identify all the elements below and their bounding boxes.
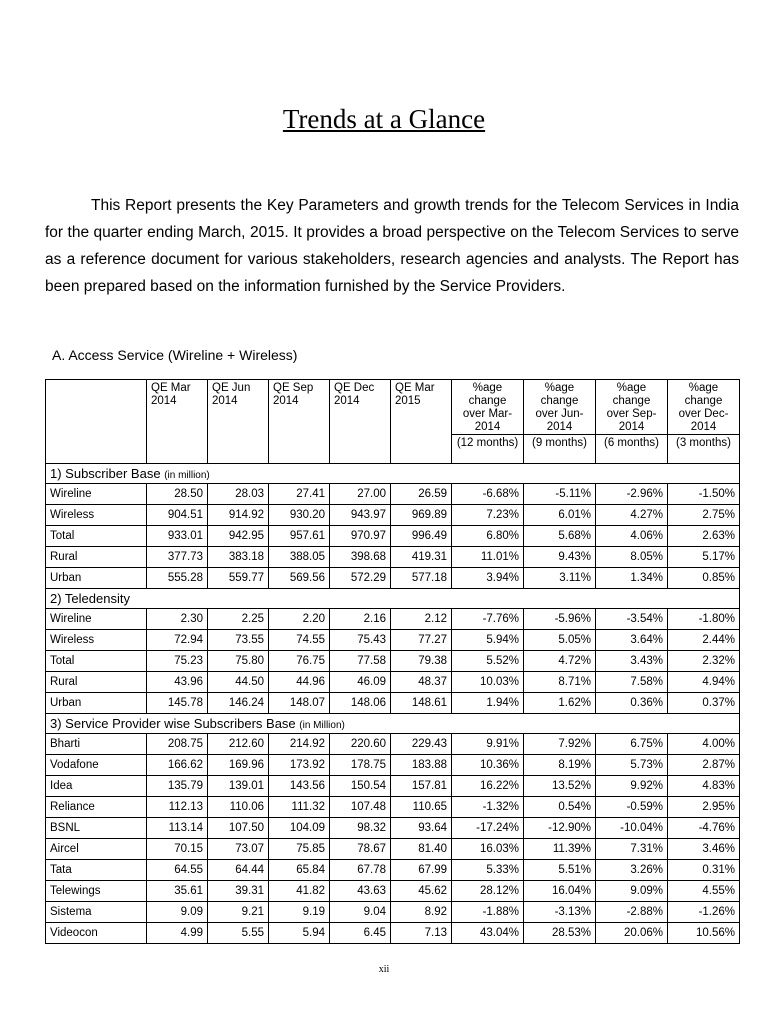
- table-cell: 8.05%: [596, 547, 668, 568]
- table-cell: 2.12: [391, 609, 452, 630]
- table-cell: 5.55: [208, 923, 269, 944]
- table-cell: 20.06%: [596, 923, 668, 944]
- table-row: [46, 797, 740, 818]
- header-period-6-months: (6 months): [596, 435, 668, 464]
- table-cell: 183.88: [391, 755, 452, 776]
- table-cell: 27.41: [269, 484, 330, 505]
- table-cell: 107.48: [330, 797, 391, 818]
- table-cell: 139.01: [208, 776, 269, 797]
- header-period-3-months: (3 months): [668, 435, 740, 464]
- table-cell: 9.43%: [524, 547, 596, 568]
- table-cell: 0.31%: [668, 860, 740, 881]
- table-cell: 419.31: [391, 547, 452, 568]
- table-cell: 208.75: [147, 734, 208, 755]
- table-cell: 35.61: [147, 881, 208, 902]
- table-cell: 4.00%: [668, 734, 740, 755]
- table-cell: 110.65: [391, 797, 452, 818]
- table-cell: 2.63%: [668, 526, 740, 547]
- table-row: [46, 484, 740, 505]
- table-cell: 6.01%: [524, 505, 596, 526]
- header-blank: [46, 380, 147, 464]
- table-cell: 6.80%: [452, 526, 524, 547]
- table-cell: 13.52%: [524, 776, 596, 797]
- row-label: Bharti: [46, 734, 147, 755]
- table-row: [46, 923, 740, 944]
- table-cell: 3.46%: [668, 839, 740, 860]
- table-cell: 75.23: [147, 651, 208, 672]
- table-cell: 72.94: [147, 630, 208, 651]
- header-change-dec-2014: %age change over Dec-2014: [668, 380, 740, 435]
- table-cell: 9.04: [330, 902, 391, 923]
- table-cell: 0.54%: [524, 797, 596, 818]
- table-cell: 145.78: [147, 693, 208, 714]
- table-cell: 67.99: [391, 860, 452, 881]
- row-label: Vodafone: [46, 755, 147, 776]
- table-cell: 111.32: [269, 797, 330, 818]
- table-cell: 7.13: [391, 923, 452, 944]
- intro-paragraph: This Report presents the Key Parameters and growth trends for the Telecom Services in India for the quarter ending March, 2015. It provides a broad perspective on the Telecom Services to serve as a reference document for various stakeholders, research agencies and analysts. The Report has been prepared based on the information furnished by the Service Providers.: [45, 197, 739, 295]
- table-cell: -4.76%: [668, 818, 740, 839]
- table-cell: -0.59%: [596, 797, 668, 818]
- table-cell: 48.37: [391, 672, 452, 693]
- table-cell: 9.19: [269, 902, 330, 923]
- section-header-row: [46, 589, 740, 609]
- table-cell: 577.18: [391, 568, 452, 589]
- row-label: Wireline: [46, 484, 147, 505]
- table-row: [46, 776, 740, 797]
- table-cell: 9.21: [208, 902, 269, 923]
- table-cell: -17.24%: [452, 818, 524, 839]
- row-label: Reliance: [46, 797, 147, 818]
- table-cell: 8.92: [391, 902, 452, 923]
- table-cell: 4.83%: [668, 776, 740, 797]
- table-cell: 933.01: [147, 526, 208, 547]
- row-label: Wireline: [46, 609, 147, 630]
- table-cell: 2.87%: [668, 755, 740, 776]
- section-header: [46, 714, 740, 734]
- table-cell: 5.52%: [452, 651, 524, 672]
- table-cell: -5.11%: [524, 484, 596, 505]
- row-label: Tata: [46, 860, 147, 881]
- table-cell: 28.12%: [452, 881, 524, 902]
- section-label: A. Access Service (Wireline + Wireless): [52, 347, 298, 363]
- table-cell: 5.05%: [524, 630, 596, 651]
- table-cell: 3.26%: [596, 860, 668, 881]
- row-label: BSNL: [46, 818, 147, 839]
- table-cell: 166.62: [147, 755, 208, 776]
- table-header-row: [46, 380, 740, 435]
- table-cell: 7.23%: [452, 505, 524, 526]
- section-header-label: 2) Teledensity: [50, 591, 130, 606]
- table-cell: 143.56: [269, 776, 330, 797]
- table-cell: 1.94%: [452, 693, 524, 714]
- section-header-row: [46, 464, 740, 484]
- table-cell: 383.18: [208, 547, 269, 568]
- table-cell: -3.13%: [524, 902, 596, 923]
- table-cell: 5.94%: [452, 630, 524, 651]
- section-header-unit: (in million): [164, 470, 210, 481]
- table-cell: 7.58%: [596, 672, 668, 693]
- row-label: Telewings: [46, 881, 147, 902]
- row-label: Urban: [46, 568, 147, 589]
- table-cell: 8.19%: [524, 755, 596, 776]
- table-cell: 65.84: [269, 860, 330, 881]
- table-cell: 79.38: [391, 651, 452, 672]
- table-cell: 70.15: [147, 839, 208, 860]
- table-cell: 4.99: [147, 923, 208, 944]
- header-period-9-months: (9 months): [524, 435, 596, 464]
- table-cell: 28.03: [208, 484, 269, 505]
- table-cell: 43.04%: [452, 923, 524, 944]
- page-number: xii: [378, 964, 390, 975]
- table-cell: 9.91%: [452, 734, 524, 755]
- row-label: Sistema: [46, 902, 147, 923]
- table-cell: 9.09%: [596, 881, 668, 902]
- table-row: [46, 672, 740, 693]
- table-cell: 555.28: [147, 568, 208, 589]
- row-label: Urban: [46, 693, 147, 714]
- table-cell: 5.68%: [524, 526, 596, 547]
- table-cell: 67.78: [330, 860, 391, 881]
- table-cell: 78.67: [330, 839, 391, 860]
- table-row: [46, 547, 740, 568]
- table-body: [46, 464, 740, 944]
- table-cell: -3.54%: [596, 609, 668, 630]
- table-cell: 398.68: [330, 547, 391, 568]
- table-cell: 28.53%: [524, 923, 596, 944]
- table-cell: 9.09: [147, 902, 208, 923]
- table-cell: 1.34%: [596, 568, 668, 589]
- table-cell: 914.92: [208, 505, 269, 526]
- table-cell: 7.31%: [596, 839, 668, 860]
- table-cell: 970.97: [330, 526, 391, 547]
- table-cell: 942.95: [208, 526, 269, 547]
- table-row: [46, 755, 740, 776]
- table-cell: 10.03%: [452, 672, 524, 693]
- table-cell: 559.77: [208, 568, 269, 589]
- table-cell: 5.73%: [596, 755, 668, 776]
- table-cell: 10.36%: [452, 755, 524, 776]
- table-cell: 2.75%: [668, 505, 740, 526]
- table-cell: 2.20: [269, 609, 330, 630]
- section-header: [46, 464, 740, 484]
- table-cell: 7.92%: [524, 734, 596, 755]
- header-qe-mar-2015: QE Mar 2015: [391, 380, 452, 464]
- section-header-unit: (in Million): [299, 720, 345, 731]
- table-cell: 930.20: [269, 505, 330, 526]
- table-cell: 4.27%: [596, 505, 668, 526]
- table-cell: 8.71%: [524, 672, 596, 693]
- table-cell: 112.13: [147, 797, 208, 818]
- table-cell: 4.55%: [668, 881, 740, 902]
- section-header-row: [46, 714, 740, 734]
- table-cell: 2.16: [330, 609, 391, 630]
- table-cell: 943.97: [330, 505, 391, 526]
- table-cell: 169.96: [208, 755, 269, 776]
- table-cell: 75.80: [208, 651, 269, 672]
- table-cell: 77.27: [391, 630, 452, 651]
- table-cell: 98.32: [330, 818, 391, 839]
- table-cell: 148.61: [391, 693, 452, 714]
- table-cell: -1.88%: [452, 902, 524, 923]
- table-cell: 44.50: [208, 672, 269, 693]
- header-change-sep-2014: %age change over Sep-2014: [596, 380, 668, 435]
- row-label: Wireless: [46, 505, 147, 526]
- table-row: [46, 651, 740, 672]
- table-cell: 150.54: [330, 776, 391, 797]
- table-cell: 5.94: [269, 923, 330, 944]
- table-cell: 173.92: [269, 755, 330, 776]
- table-cell: 2.95%: [668, 797, 740, 818]
- table-cell: 6.45: [330, 923, 391, 944]
- table-cell: 0.36%: [596, 693, 668, 714]
- table-cell: 2.32%: [668, 651, 740, 672]
- table-cell: 10.56%: [668, 923, 740, 944]
- section-header-label: 3) Service Provider wise Subscribers Base: [50, 716, 296, 731]
- header-qe-jun-2014: QE Jun 2014: [208, 380, 269, 464]
- table-cell: 569.56: [269, 568, 330, 589]
- table-cell: 44.96: [269, 672, 330, 693]
- table-cell: 2.25: [208, 609, 269, 630]
- table-cell: -12.90%: [524, 818, 596, 839]
- table-cell: 75.85: [269, 839, 330, 860]
- table-cell: 77.58: [330, 651, 391, 672]
- table-cell: 214.92: [269, 734, 330, 755]
- table-cell: 1.62%: [524, 693, 596, 714]
- table-row: [46, 902, 740, 923]
- table-row: [46, 568, 740, 589]
- section-header-label: 1) Subscriber Base: [50, 466, 161, 481]
- table-cell: 73.55: [208, 630, 269, 651]
- table-cell: 11.39%: [524, 839, 596, 860]
- table-cell: 146.24: [208, 693, 269, 714]
- row-label: Rural: [46, 547, 147, 568]
- table-cell: 5.51%: [524, 860, 596, 881]
- table-cell: 0.37%: [668, 693, 740, 714]
- table-cell: -1.26%: [668, 902, 740, 923]
- table-cell: 26.59: [391, 484, 452, 505]
- table-cell: -2.88%: [596, 902, 668, 923]
- table-cell: 73.07: [208, 839, 269, 860]
- table-cell: -2.96%: [596, 484, 668, 505]
- row-label: Rural: [46, 672, 147, 693]
- table-row: [46, 693, 740, 714]
- table-cell: 45.62: [391, 881, 452, 902]
- row-label: Total: [46, 526, 147, 547]
- table-cell: 388.05: [269, 547, 330, 568]
- table-cell: 74.55: [269, 630, 330, 651]
- table-cell: 16.03%: [452, 839, 524, 860]
- table-cell: 93.64: [391, 818, 452, 839]
- table-cell: 43.96: [147, 672, 208, 693]
- table-row: [46, 609, 740, 630]
- table-row: [46, 505, 740, 526]
- table-cell: 957.61: [269, 526, 330, 547]
- header-change-jun-2014: %age change over Jun-2014: [524, 380, 596, 435]
- table-row: [46, 734, 740, 755]
- header-period-12-months: (12 months): [452, 435, 524, 464]
- table-cell: 2.44%: [668, 630, 740, 651]
- table-cell: 572.29: [330, 568, 391, 589]
- row-label: Aircel: [46, 839, 147, 860]
- table-row: [46, 881, 740, 902]
- row-label: Videocon: [46, 923, 147, 944]
- table-cell: 11.01%: [452, 547, 524, 568]
- table-cell: 75.43: [330, 630, 391, 651]
- table-cell: 4.06%: [596, 526, 668, 547]
- table-cell: 229.43: [391, 734, 452, 755]
- table-cell: 220.60: [330, 734, 391, 755]
- table-cell: 16.22%: [452, 776, 524, 797]
- table-cell: 107.50: [208, 818, 269, 839]
- header-qe-sep-2014: QE Sep 2014: [269, 380, 330, 464]
- table-cell: 64.55: [147, 860, 208, 881]
- table-cell: 3.94%: [452, 568, 524, 589]
- table-cell: 43.63: [330, 881, 391, 902]
- table-cell: 0.85%: [668, 568, 740, 589]
- table-row: [46, 860, 740, 881]
- table-cell: 39.31: [208, 881, 269, 902]
- table-cell: 4.72%: [524, 651, 596, 672]
- table-cell: 81.40: [391, 839, 452, 860]
- table-row: [46, 839, 740, 860]
- table-cell: -1.80%: [668, 609, 740, 630]
- header-qe-mar-2014: QE Mar 2014: [147, 380, 208, 464]
- section-header: [46, 589, 740, 609]
- table-cell: -1.32%: [452, 797, 524, 818]
- table-row: [46, 818, 740, 839]
- table-cell: 148.06: [330, 693, 391, 714]
- table-cell: 4.94%: [668, 672, 740, 693]
- table-cell: -10.04%: [596, 818, 668, 839]
- table-cell: 28.50: [147, 484, 208, 505]
- table-cell: 5.33%: [452, 860, 524, 881]
- page-title: Trends at a Glance: [282, 104, 486, 134]
- table-cell: 178.75: [330, 755, 391, 776]
- table-cell: 3.11%: [524, 568, 596, 589]
- table-cell: -1.50%: [668, 484, 740, 505]
- table-cell: 3.64%: [596, 630, 668, 651]
- table-cell: -7.76%: [452, 609, 524, 630]
- table-cell: 5.17%: [668, 547, 740, 568]
- row-label: Idea: [46, 776, 147, 797]
- access-service-table: [45, 379, 740, 944]
- table-cell: 6.75%: [596, 734, 668, 755]
- table-cell: 113.14: [147, 818, 208, 839]
- table-cell: 377.73: [147, 547, 208, 568]
- header-qe-dec-2014: QE Dec 2014: [330, 380, 391, 464]
- table-cell: 996.49: [391, 526, 452, 547]
- table-cell: 3.43%: [596, 651, 668, 672]
- table-cell: 64.44: [208, 860, 269, 881]
- table-cell: 9.92%: [596, 776, 668, 797]
- header-change-mar-2014: %age change over Mar-2014: [452, 380, 524, 435]
- table-cell: 904.51: [147, 505, 208, 526]
- table-cell: 41.82: [269, 881, 330, 902]
- table-cell: 212.60: [208, 734, 269, 755]
- table-cell: 104.09: [269, 818, 330, 839]
- table-cell: 27.00: [330, 484, 391, 505]
- table-cell: 135.79: [147, 776, 208, 797]
- table-cell: 110.06: [208, 797, 269, 818]
- table-cell: 157.81: [391, 776, 452, 797]
- table-cell: -6.68%: [452, 484, 524, 505]
- table-cell: 76.75: [269, 651, 330, 672]
- table-cell: 148.07: [269, 693, 330, 714]
- table-cell: 969.89: [391, 505, 452, 526]
- table-cell: 16.04%: [524, 881, 596, 902]
- table-cell: 2.30: [147, 609, 208, 630]
- row-label: Wireless: [46, 630, 147, 651]
- table-row: [46, 630, 740, 651]
- table-cell: 46.09: [330, 672, 391, 693]
- table-cell: -5.96%: [524, 609, 596, 630]
- table-row: [46, 526, 740, 547]
- row-label: Total: [46, 651, 147, 672]
